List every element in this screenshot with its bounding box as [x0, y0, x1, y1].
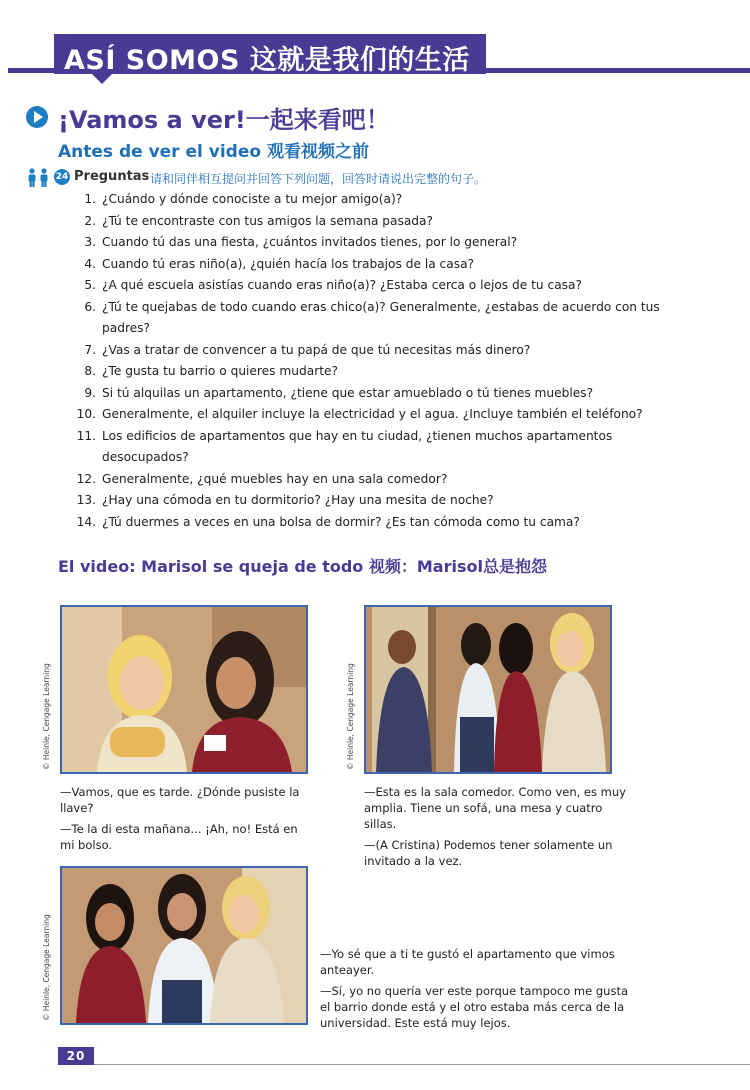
question-number: 8.: [84, 364, 96, 378]
question-text: Cuando tú das una fiesta, ¿cuántos invitados tienes, por lo general?: [102, 235, 518, 249]
question-text: ¿Vas a tratar de convencer a tu papá de que tú necesitas más dinero?: [102, 342, 531, 357]
question-item: [72, 404, 682, 426]
section-title: ¡Vamos a ver!一起来看吧！: [58, 106, 390, 134]
question-text: ¿Cuándo y dónde conociste a tu mejor amigo(a)?: [102, 192, 403, 206]
question-text: ¿Tú te encontraste con tus amigos la semana pasada?: [102, 213, 433, 228]
dialogue-line: —Vamos, que es tarde. ¿Dónde pusiste la llave?: [60, 785, 300, 815]
question-item: [72, 426, 682, 469]
question-number: 11.: [76, 428, 96, 443]
dialogue-line: —Yo sé que a ti te gustó el apartamento que vimos anteayer.: [320, 947, 615, 977]
question-number: 6.: [84, 299, 96, 314]
question-item: [72, 254, 682, 276]
question-number: 1.: [84, 192, 96, 206]
question-number: 7.: [84, 342, 96, 357]
dialogue-line: —Te la di esta mañana... ¡Ah, no! Está en mi bolso.: [60, 822, 298, 852]
caption-2: [364, 784, 630, 874]
video-still-2: [364, 605, 612, 774]
question-number: 14.: [76, 514, 96, 529]
question-item: [72, 189, 682, 211]
question-text: ¿Tú te quejabas de todo cuando eras chico(a)? Generalmente, ¿estabas de acuerdo con tus padres?: [102, 299, 660, 335]
caption-1: [60, 784, 310, 858]
photo-credit: © Heinle, Cengage Learning: [42, 914, 51, 1021]
question-text: Generalmente, ¿qué muebles hay en una sala comedor?: [102, 471, 448, 486]
footer-rule: [94, 1064, 750, 1065]
question-number: 5.: [84, 278, 96, 292]
caption-3: [320, 946, 630, 1036]
question-text: Cuando tú eras niño(a), ¿quién hacía los trabajos de la casa?: [102, 256, 475, 271]
question-text: ¿A qué escuela asistías cuando eras niño(a)? ¿Estaba cerca o lejos de tu casa?: [102, 278, 582, 292]
photo-credit: © Heinle, Cengage Learning: [346, 663, 355, 770]
dialogue-line: —Esta es la sala comedor. Como ven, es muy amplia. Tiene un sofá, una mesa y cuatro sillas.: [364, 785, 626, 831]
question-item: [72, 297, 682, 340]
question-list: [72, 189, 682, 533]
exercise-instruction: 请和同伴相互提问并回答下列问题，回答时请说出完整的句子。: [150, 172, 487, 186]
question-number: 12.: [76, 471, 96, 486]
section-subtitle: Antes de ver el video 观看视频之前: [58, 142, 369, 162]
question-item: [72, 211, 682, 233]
exercise-number-badge: 24: [54, 169, 70, 185]
play-icon: [26, 106, 48, 128]
photo-credit: © Heinle, Cengage Learning: [42, 663, 51, 770]
question-number: 13.: [76, 493, 96, 507]
question-text: Si tú alquilas un apartamento, ¿tiene que estar amueblado o tú tienes muebles?: [102, 385, 594, 400]
question-item: [72, 275, 682, 297]
question-text: Los edificios de apartamentos que hay en tu ciudad, ¿tienen muchos apartamentos desocupados?: [102, 428, 613, 464]
question-text: Generalmente, el alquiler incluye la electricidad y el agua. ¿Incluye también el teléfono?: [102, 407, 643, 421]
video-still-1: [60, 605, 308, 774]
exercise-label: Preguntas: [74, 169, 150, 184]
question-number: 9.: [84, 385, 96, 400]
video-still-3: [60, 866, 308, 1025]
question-number: 4.: [84, 256, 96, 271]
pair-work-icon: [26, 168, 50, 188]
question-item: [72, 383, 682, 405]
dialogue-line: —(A Cristina) Podemos tener solamente un invitado a la vez.: [364, 838, 613, 868]
question-item: [72, 512, 682, 534]
question-item: [72, 490, 682, 512]
question-item: [72, 469, 682, 491]
question-text: ¿Te gusta tu barrio o quieres mudarte?: [102, 364, 338, 378]
dialogue-line: —Sí, yo no quería ver este porque tampoco me gusta el barrio donde está y el otro estaba más cerca de la universidad. Este está muy lejos.: [320, 984, 629, 1030]
video-title: El video: Marisol se queja de todo 视频：Marisol总是抱怨: [58, 557, 547, 576]
question-number: 10.: [76, 407, 96, 421]
question-item: [72, 232, 682, 254]
question-number: 3.: [84, 235, 96, 249]
question-item: [72, 361, 682, 383]
question-item: [72, 340, 682, 362]
question-text: ¿Tú duermes a veces en una bolsa de dormir? ¿Es tan cómoda como tu cama?: [102, 514, 580, 529]
page-number: 20: [58, 1047, 94, 1065]
question-number: 2.: [84, 213, 96, 228]
question-text: ¿Hay una cómoda en tu dormitorio? ¿Hay una mesita de noche?: [102, 493, 494, 507]
page-title: ASÍ SOMOS 这就是我们的生活: [64, 45, 470, 76]
